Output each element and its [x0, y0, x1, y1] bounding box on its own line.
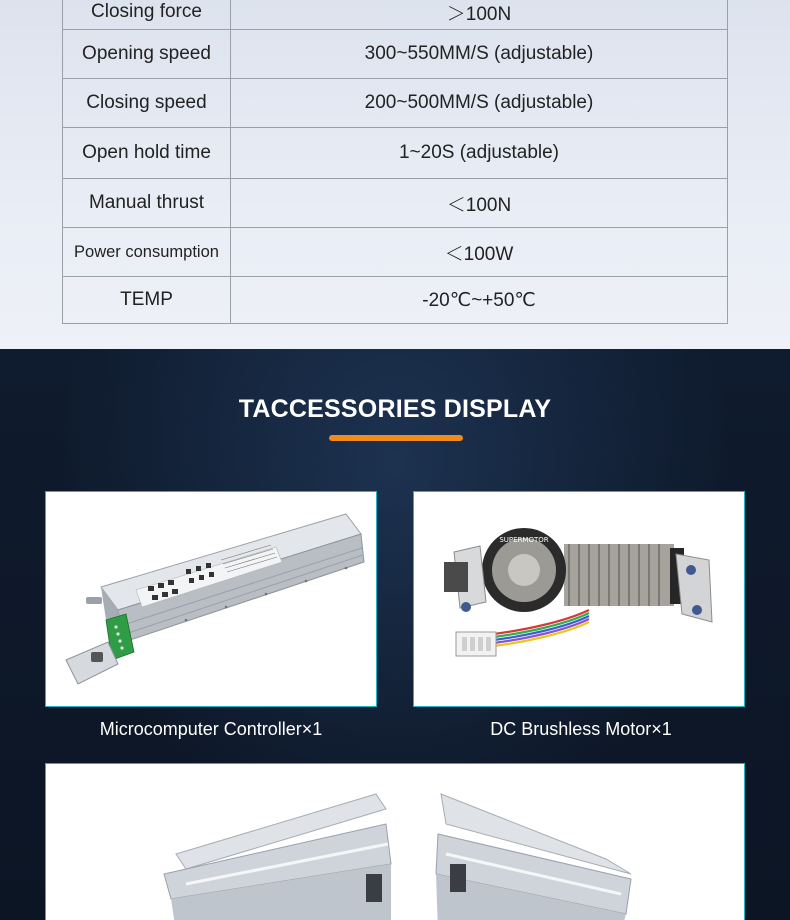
- spec-value: 300~550MM/S (adjustable): [231, 30, 728, 79]
- motor-caption: DC Brushless Motor×1: [490, 719, 672, 739]
- spec-label: TEMP: [63, 277, 231, 324]
- spec-row-temp: [63, 277, 728, 324]
- motor-image: [414, 492, 744, 706]
- accessories-section: [0, 349, 790, 920]
- controller-frame: [45, 491, 377, 707]
- motor-frame: [413, 491, 745, 707]
- spec-table: [62, 0, 728, 324]
- spec-value: ＞100N: [231, 0, 728, 30]
- spec-label: Closing force: [63, 0, 231, 30]
- svg-text:SUPERMOTOR: SUPERMOTOR: [499, 536, 549, 544]
- spec-row-closing-force: [63, 0, 728, 30]
- spec-label: Power consumption: [63, 228, 231, 277]
- spec-row-closing-speed: [63, 79, 728, 128]
- spec-value: ＜100N: [231, 179, 728, 228]
- spec-label: Manual thrust: [63, 179, 231, 228]
- spec-value: 200~500MM/S (adjustable): [231, 79, 728, 128]
- spec-value: 1~20S (adjustable): [231, 128, 728, 179]
- spec-row-opening-speed: [63, 30, 728, 79]
- spec-value: -20℃~+50℃: [231, 277, 728, 324]
- accessories-title: TACCESSORIES DISPLAY: [238, 395, 552, 423]
- spec-value: ＜100W: [231, 228, 728, 277]
- aluminum-rail-image: [46, 764, 744, 920]
- spec-section: [0, 0, 790, 349]
- spec-label: Open hold time: [63, 128, 231, 179]
- spec-label: Closing speed: [63, 79, 231, 128]
- spec-row-manual-thrust: [63, 179, 728, 228]
- controller-caption: Microcomputer Controller×1: [99, 719, 323, 739]
- title-underline: [329, 435, 463, 441]
- spec-row-power-consumption: [63, 228, 728, 277]
- spec-row-open-hold-time: [63, 128, 728, 179]
- rail-frame: [45, 763, 745, 920]
- controller-image: [46, 492, 376, 706]
- spec-label: Opening speed: [63, 30, 231, 79]
